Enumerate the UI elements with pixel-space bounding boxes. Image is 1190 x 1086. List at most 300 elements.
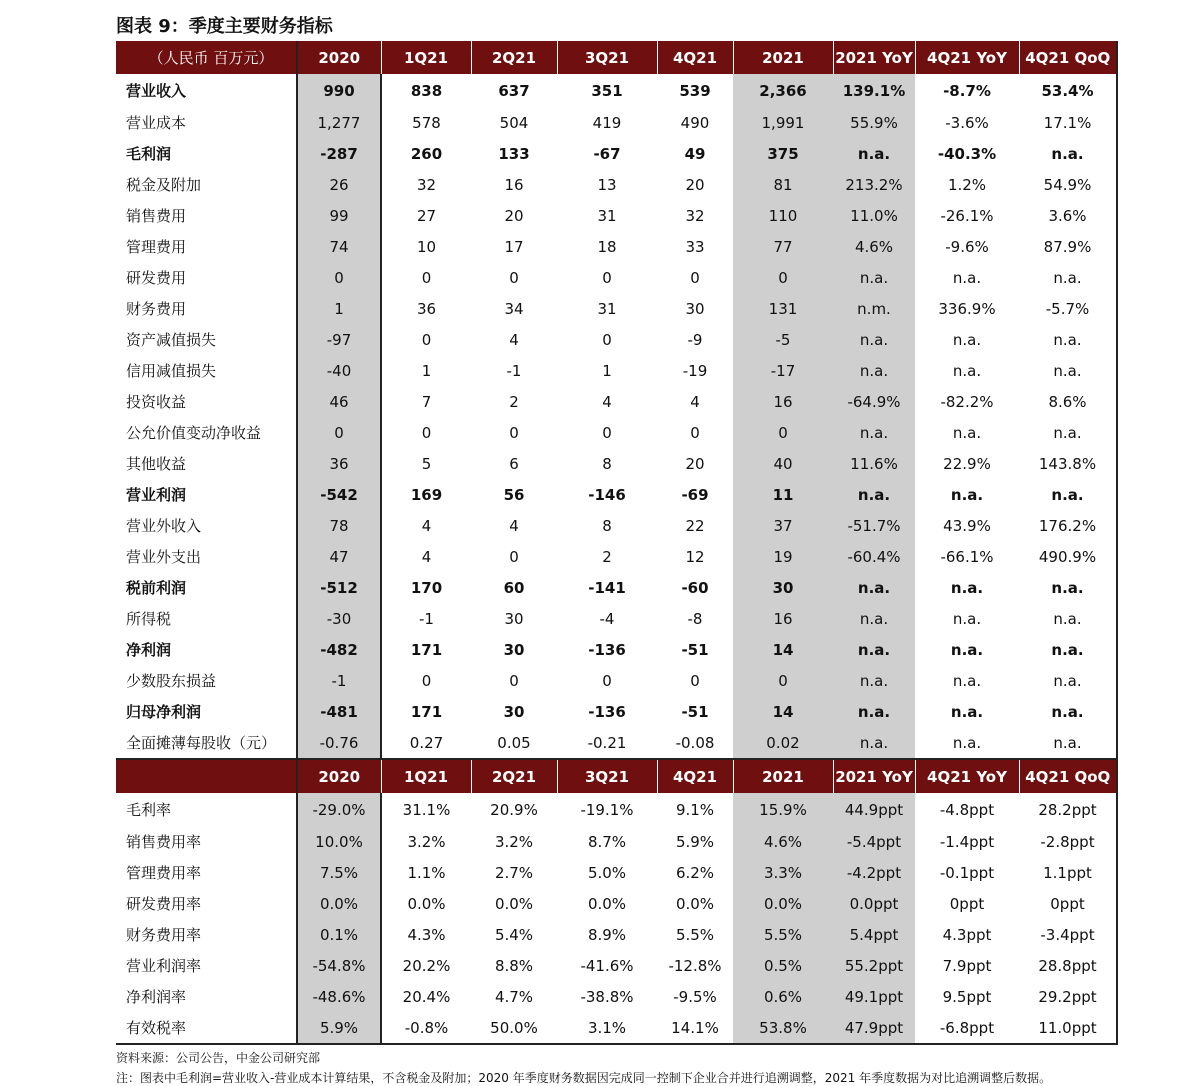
table-cell: -9 xyxy=(687,330,703,349)
table-cell: -1 xyxy=(297,665,381,696)
table-cell: 0 xyxy=(297,417,381,448)
row-label: 销售费用 xyxy=(116,200,297,231)
table-cell: -8.7% xyxy=(943,81,991,100)
table-cell: -12.8% xyxy=(668,956,722,975)
row-label: 毛利率 xyxy=(116,793,297,826)
row-label: 营业成本 xyxy=(116,107,297,138)
table-cell: 20.9% xyxy=(490,800,538,819)
table-row xyxy=(116,200,1117,231)
header-cell: 3Q21 xyxy=(557,41,657,74)
table-cell: n.a. xyxy=(915,727,1019,759)
header-cell: 2021 YoY xyxy=(833,41,915,74)
table-cell: 1.1% xyxy=(381,857,471,888)
header-cell: 2020 xyxy=(297,759,381,793)
table-cell: n.a. xyxy=(1019,727,1117,759)
table-cell: 11 xyxy=(733,479,833,510)
table-cell: n.a. xyxy=(952,423,982,442)
table-cell: 8.8% xyxy=(494,956,534,975)
table-cell: n.a. xyxy=(1019,324,1117,355)
table-cell: 49.1ppt xyxy=(833,981,915,1012)
table-cell: 8 xyxy=(602,454,612,473)
table-cell: n.a. xyxy=(833,696,915,727)
table-cell: 0 xyxy=(509,423,519,442)
table-cell: 504 xyxy=(499,113,529,132)
table-cell: 17.1% xyxy=(1019,107,1117,138)
row-label: 税金及附加 xyxy=(116,169,297,200)
table-cell: 30 xyxy=(503,702,525,721)
table-row xyxy=(116,793,1117,826)
row-label: 营业外支出 xyxy=(116,541,297,572)
table-cell: n.a. xyxy=(1019,572,1117,603)
row-label: 研发费用 xyxy=(116,262,297,293)
row-label: 信用减值损失 xyxy=(116,355,297,386)
table-cell: n.a. xyxy=(1019,417,1117,448)
table-cell: -3.4ppt xyxy=(1019,919,1117,950)
table-cell: -1 xyxy=(381,603,471,634)
table-cell: 54.9% xyxy=(1019,169,1117,200)
table-cell: 336.9% xyxy=(938,299,996,318)
table-cell: 0.02 xyxy=(733,727,833,759)
row-label: 净利润率 xyxy=(116,981,297,1012)
table-cell: n.a. xyxy=(952,361,982,380)
table-cell: 1 xyxy=(602,361,612,380)
row-label: 其他收益 xyxy=(116,448,297,479)
header-cell: 3Q21 xyxy=(557,759,657,793)
row-label: 营业利润 xyxy=(116,479,297,510)
table-cell: -67 xyxy=(593,144,621,163)
table-cell: 8.7% xyxy=(587,832,627,851)
table-cell: -8 xyxy=(687,609,703,628)
table-cell: 40 xyxy=(733,448,833,479)
table-cell: 0 xyxy=(733,417,833,448)
table-cell: 33 xyxy=(685,237,705,256)
table-cell: 31 xyxy=(597,299,617,318)
table-cell: 2 xyxy=(509,392,519,411)
table-cell: 490.9% xyxy=(1019,541,1117,572)
table-cell: 0 xyxy=(602,423,612,442)
table-cell: 46 xyxy=(297,386,381,417)
table-cell: -5.7% xyxy=(1019,293,1117,324)
table-cell: n.a. xyxy=(833,262,915,293)
table-cell: 4 xyxy=(602,392,612,411)
table-cell: n.a. xyxy=(1019,603,1117,634)
table-cell: 419 xyxy=(592,113,622,132)
row-label: 资产减值损失 xyxy=(116,324,297,355)
table-cell: 3.2% xyxy=(494,832,534,851)
table-row xyxy=(116,919,1117,950)
table-cell: 0 xyxy=(733,665,833,696)
table-cell: 110 xyxy=(733,200,833,231)
row-label: 净利润 xyxy=(116,634,297,665)
table-row xyxy=(116,169,1117,200)
table-cell: -146 xyxy=(588,485,626,504)
table-cell: 0 xyxy=(297,262,381,293)
table-cell: -26.1% xyxy=(940,206,994,225)
table-cell: 0.0% xyxy=(494,894,534,913)
table-cell: 5.0% xyxy=(587,863,627,882)
table-cell: 351 xyxy=(591,81,623,100)
table-cell: 0 xyxy=(690,423,700,442)
table-cell: 8.9% xyxy=(587,925,627,944)
row-label: 少数股东损益 xyxy=(116,665,297,696)
table-cell: 34 xyxy=(504,299,524,318)
table-cell: 4.3ppt xyxy=(942,925,992,944)
header-cell: 2Q21 xyxy=(471,759,557,793)
table-cell: n.m. xyxy=(833,293,915,324)
table-cell: 213.2% xyxy=(833,169,915,200)
table-cell: -60.4% xyxy=(833,541,915,572)
table-cell: 5.5% xyxy=(675,925,715,944)
table-cell: -38.8% xyxy=(580,987,634,1006)
table-row xyxy=(116,826,1117,857)
table-cell: 578 xyxy=(381,107,471,138)
table-cell: 8 xyxy=(602,516,612,535)
table-cell: 1,991 xyxy=(733,107,833,138)
table-cell: -4.2ppt xyxy=(833,857,915,888)
table-cell: 55.9% xyxy=(833,107,915,138)
table-cell: 0.05 xyxy=(471,727,557,759)
table-cell: 36 xyxy=(297,448,381,479)
table-cell: 32 xyxy=(685,206,705,225)
table-cell: 3.2% xyxy=(381,826,471,857)
table-cell: n.a. xyxy=(833,727,915,759)
table-cell: 55.2ppt xyxy=(833,950,915,981)
table-cell: 60 xyxy=(503,578,525,597)
table-cell: -136 xyxy=(588,640,626,659)
table-cell: -3.6% xyxy=(945,113,989,132)
table-cell: -512 xyxy=(297,572,381,603)
table-cell: 1.2% xyxy=(947,175,987,194)
table-cell: -481 xyxy=(297,696,381,727)
table-cell: -97 xyxy=(297,324,381,355)
table-row xyxy=(116,448,1117,479)
table-row xyxy=(116,634,1117,665)
table-cell: 10.0% xyxy=(297,826,381,857)
table-cell: 16 xyxy=(733,603,833,634)
table-cell: 16 xyxy=(733,386,833,417)
table-cell: 171 xyxy=(381,696,471,727)
header-cell: 2021 YoY xyxy=(833,759,915,793)
table-cell: 490 xyxy=(680,113,710,132)
table-cell: 5.4ppt xyxy=(833,919,915,950)
row-label: 营业外收入 xyxy=(116,510,297,541)
table-cell: 32 xyxy=(381,169,471,200)
table-cell: -48.6% xyxy=(297,981,381,1012)
table-cell: 9.5ppt xyxy=(942,987,992,1006)
table-row xyxy=(116,696,1117,727)
table-row xyxy=(116,355,1117,386)
table-cell: -64.9% xyxy=(833,386,915,417)
table-row xyxy=(116,479,1117,510)
table-cell: 30 xyxy=(733,572,833,603)
table-row xyxy=(116,727,1117,759)
table-cell: 0.0% xyxy=(297,888,381,919)
table-cell: 16 xyxy=(504,175,524,194)
table-row xyxy=(116,262,1117,293)
table-row xyxy=(116,231,1117,262)
table-cell: 0 xyxy=(690,268,700,287)
header-unit-cell xyxy=(116,759,297,793)
table-cell: 30 xyxy=(503,640,525,659)
table-cell: 50.0% xyxy=(471,1012,557,1044)
table-cell: 56 xyxy=(503,485,525,504)
row-label: 销售费用率 xyxy=(116,826,297,857)
table-cell: -82.2% xyxy=(940,392,994,411)
table-cell: -54.8% xyxy=(297,950,381,981)
table-row xyxy=(116,74,1117,107)
table-cell: 77 xyxy=(733,231,833,262)
table-cell: 53.8% xyxy=(733,1012,833,1044)
header-unit-cell: （人民币 百万元） xyxy=(116,41,297,74)
table-cell: n.a. xyxy=(952,330,982,349)
table-cell: -60 xyxy=(681,578,709,597)
table-cell: 0 xyxy=(602,268,612,287)
table-cell: 2.7% xyxy=(494,863,534,882)
table-cell: 169 xyxy=(381,479,471,510)
table-cell: 4 xyxy=(690,392,700,411)
table-cell: 14.1% xyxy=(657,1012,733,1044)
table-cell: 4.7% xyxy=(494,987,534,1006)
table-cell: 1.1ppt xyxy=(1019,857,1117,888)
table-cell: 17 xyxy=(504,237,524,256)
table-cell: 0.6% xyxy=(733,981,833,1012)
table-row xyxy=(116,541,1117,572)
table-cell: -51 xyxy=(681,640,709,659)
table-cell: 12 xyxy=(685,547,705,566)
table-cell: -5.4ppt xyxy=(833,826,915,857)
row-label: 公允价值变动净收益 xyxy=(116,417,297,448)
table-cell: -19.1% xyxy=(580,800,634,819)
table-cell: 1 xyxy=(381,355,471,386)
table-row xyxy=(116,324,1117,355)
header-cell: 1Q21 xyxy=(381,41,471,74)
table-cell: 0.0% xyxy=(733,888,833,919)
table-cell: n.a. xyxy=(833,634,915,665)
table-cell: 5.4% xyxy=(494,925,534,944)
table-cell: 27 xyxy=(381,200,471,231)
table-cell: 0.0% xyxy=(381,888,471,919)
table-row xyxy=(116,950,1117,981)
table-cell: -41.6% xyxy=(580,956,634,975)
table-cell: -40.3% xyxy=(937,144,997,163)
table-cell: 3.3% xyxy=(733,857,833,888)
table-cell: 14 xyxy=(733,634,833,665)
table-cell: 20 xyxy=(685,175,705,194)
row-label: 财务费用 xyxy=(116,293,297,324)
table-cell: 10 xyxy=(381,231,471,262)
table-cell: n.a. xyxy=(833,603,915,634)
table-row xyxy=(116,107,1117,138)
table-row xyxy=(116,603,1117,634)
header-cell: 4Q21 YoY xyxy=(915,759,1019,793)
table-cell: -40 xyxy=(297,355,381,386)
table-cell: -9.6% xyxy=(945,237,989,256)
table-cell: 1,277 xyxy=(297,107,381,138)
header-cell: 4Q21 QoQ xyxy=(1019,759,1117,793)
table-cell: 22.9% xyxy=(943,454,991,473)
table-cell: n.a. xyxy=(833,138,915,169)
table-cell: 3.6% xyxy=(1019,200,1117,231)
table-cell: 0 xyxy=(381,417,471,448)
table-cell: -287 xyxy=(297,138,381,169)
table-cell: 0ppt xyxy=(949,894,985,913)
table-cell: 49 xyxy=(684,144,706,163)
table-cell: 0.5% xyxy=(733,950,833,981)
table-cell: 87.9% xyxy=(1019,231,1117,262)
table-cell: 131 xyxy=(733,293,833,324)
table-cell: 15.9% xyxy=(733,793,833,826)
header-cell: 2021 xyxy=(733,759,833,793)
table-cell: 22 xyxy=(685,516,705,535)
table-cell: n.a. xyxy=(952,609,982,628)
table-cell: 9.1% xyxy=(675,800,715,819)
table-cell: 1 xyxy=(297,293,381,324)
table-cell: 4 xyxy=(381,541,471,572)
table-cell: 838 xyxy=(381,74,471,107)
table-cell: n.a. xyxy=(1019,634,1117,665)
table-cell: 99 xyxy=(297,200,381,231)
table-cell: n.a. xyxy=(833,665,915,696)
table-cell: 53.4% xyxy=(1019,74,1117,107)
table-cell: 0.0ppt xyxy=(833,888,915,919)
table-row xyxy=(116,981,1117,1012)
table-cell: 0.0% xyxy=(675,894,715,913)
table-cell: n.a. xyxy=(950,640,984,659)
table-cell: -0.08 xyxy=(657,727,733,759)
table-cell: n.a. xyxy=(833,324,915,355)
table-cell: -482 xyxy=(297,634,381,665)
table-cell: -136 xyxy=(588,702,626,721)
table-cell: 78 xyxy=(297,510,381,541)
table-cell: 20 xyxy=(685,454,705,473)
table-cell: 19 xyxy=(733,541,833,572)
row-label: 税前利润 xyxy=(116,572,297,603)
table-cell: n.a. xyxy=(833,355,915,386)
row-label: 毛利润 xyxy=(116,138,297,169)
table-cell: 20.2% xyxy=(381,950,471,981)
table-cell: 43.9% xyxy=(943,516,991,535)
table-cell: 0.27 xyxy=(381,727,471,759)
table-cell: -542 xyxy=(297,479,381,510)
table-cell: -29.0% xyxy=(297,793,381,826)
table-cell: 4.6% xyxy=(733,826,833,857)
header-cell: 4Q21 YoY xyxy=(915,41,1019,74)
table-cell: 6.2% xyxy=(675,863,715,882)
table-cell: n.a. xyxy=(1019,665,1117,696)
table-cell: 990 xyxy=(297,74,381,107)
table-cell: n.a. xyxy=(1019,696,1117,727)
row-label: 归母净利润 xyxy=(116,696,297,727)
header-cell: 4Q21 xyxy=(657,759,733,793)
table-cell: 26 xyxy=(297,169,381,200)
table-cell: 6 xyxy=(509,454,519,473)
table-cell: 8.6% xyxy=(1019,386,1117,417)
table-cell: 0ppt xyxy=(1019,888,1117,919)
table-cell: 28.8ppt xyxy=(1019,950,1117,981)
table-cell: 37 xyxy=(733,510,833,541)
row-label: 管理费用 xyxy=(116,231,297,262)
row-label: 营业利润率 xyxy=(116,950,297,981)
table-cell: 74 xyxy=(297,231,381,262)
table-cell: 4.6% xyxy=(833,231,915,262)
table-row xyxy=(116,138,1117,169)
table-cell: -6.8ppt xyxy=(915,1012,1019,1044)
table-cell: 0.1% xyxy=(297,919,381,950)
header-cell: 4Q21 xyxy=(657,41,733,74)
table-cell: n.a. xyxy=(833,417,915,448)
table-cell: -51 xyxy=(681,702,709,721)
row-label: 管理费用率 xyxy=(116,857,297,888)
table-row xyxy=(116,510,1117,541)
row-label: 有效税率 xyxy=(116,1012,297,1044)
table-cell: n.a. xyxy=(950,702,984,721)
table-cell: 18 xyxy=(597,237,617,256)
table-cell: 4 xyxy=(381,510,471,541)
table-cell: 7 xyxy=(381,386,471,417)
table-cell: 171 xyxy=(381,634,471,665)
table-cell: 0 xyxy=(509,547,519,566)
table-cell: 29.2ppt xyxy=(1019,981,1117,1012)
table-cell: n.a. xyxy=(833,479,915,510)
table-cell: -69 xyxy=(681,485,709,504)
table-cell: 31.1% xyxy=(381,793,471,826)
table-cell: n.a. xyxy=(1019,138,1117,169)
table-row xyxy=(116,888,1117,919)
table-cell: 0 xyxy=(381,262,471,293)
table-cell: 20 xyxy=(504,206,524,225)
table-row xyxy=(116,665,1117,696)
table-row xyxy=(116,293,1117,324)
table-cell: 0 xyxy=(509,671,519,690)
table-cell: 28.2ppt xyxy=(1019,793,1117,826)
table-cell: 14 xyxy=(733,696,833,727)
table-cell: 2 xyxy=(602,547,612,566)
table-cell: 176.2% xyxy=(1019,510,1117,541)
table-cell: 4 xyxy=(509,516,519,535)
table-cell: 143.8% xyxy=(1019,448,1117,479)
table-cell: 13 xyxy=(597,175,617,194)
table-cell: 637 xyxy=(498,81,530,100)
table-cell: -2.8ppt xyxy=(1019,826,1117,857)
header-cell: 4Q21 QoQ xyxy=(1019,41,1117,74)
table-cell: 260 xyxy=(381,138,471,169)
table-cell: n.a. xyxy=(833,572,915,603)
table-cell: -1 xyxy=(506,361,522,380)
table-cell: 0 xyxy=(690,671,700,690)
row-label: 财务费用率 xyxy=(116,919,297,950)
financial-indicators-table xyxy=(116,41,1118,1045)
table-cell: 81 xyxy=(733,169,833,200)
table-cell: 0.0% xyxy=(587,894,627,913)
table-cell: 5 xyxy=(381,448,471,479)
table-cell: 5.9% xyxy=(297,1012,381,1044)
header-cell: 2021 xyxy=(733,41,833,74)
table-cell: 11.6% xyxy=(833,448,915,479)
source-note: 资料来源：公司公告，中金公司研究部 xyxy=(116,1051,321,1065)
table-cell: 11.0ppt xyxy=(1019,1012,1117,1044)
table-cell: n.a. xyxy=(1019,262,1117,293)
table-cell: n.a. xyxy=(952,268,982,287)
row-label: 投资收益 xyxy=(116,386,297,417)
header-cell: 2020 xyxy=(297,41,381,74)
table-cell: -0.76 xyxy=(297,727,381,759)
table-cell: 2,366 xyxy=(733,74,833,107)
header-row xyxy=(116,759,1117,793)
table-cell: 0 xyxy=(381,324,471,355)
row-label: 营业收入 xyxy=(116,74,297,107)
table-cell: 539 xyxy=(679,81,711,100)
header-cell: 2Q21 xyxy=(471,41,557,74)
